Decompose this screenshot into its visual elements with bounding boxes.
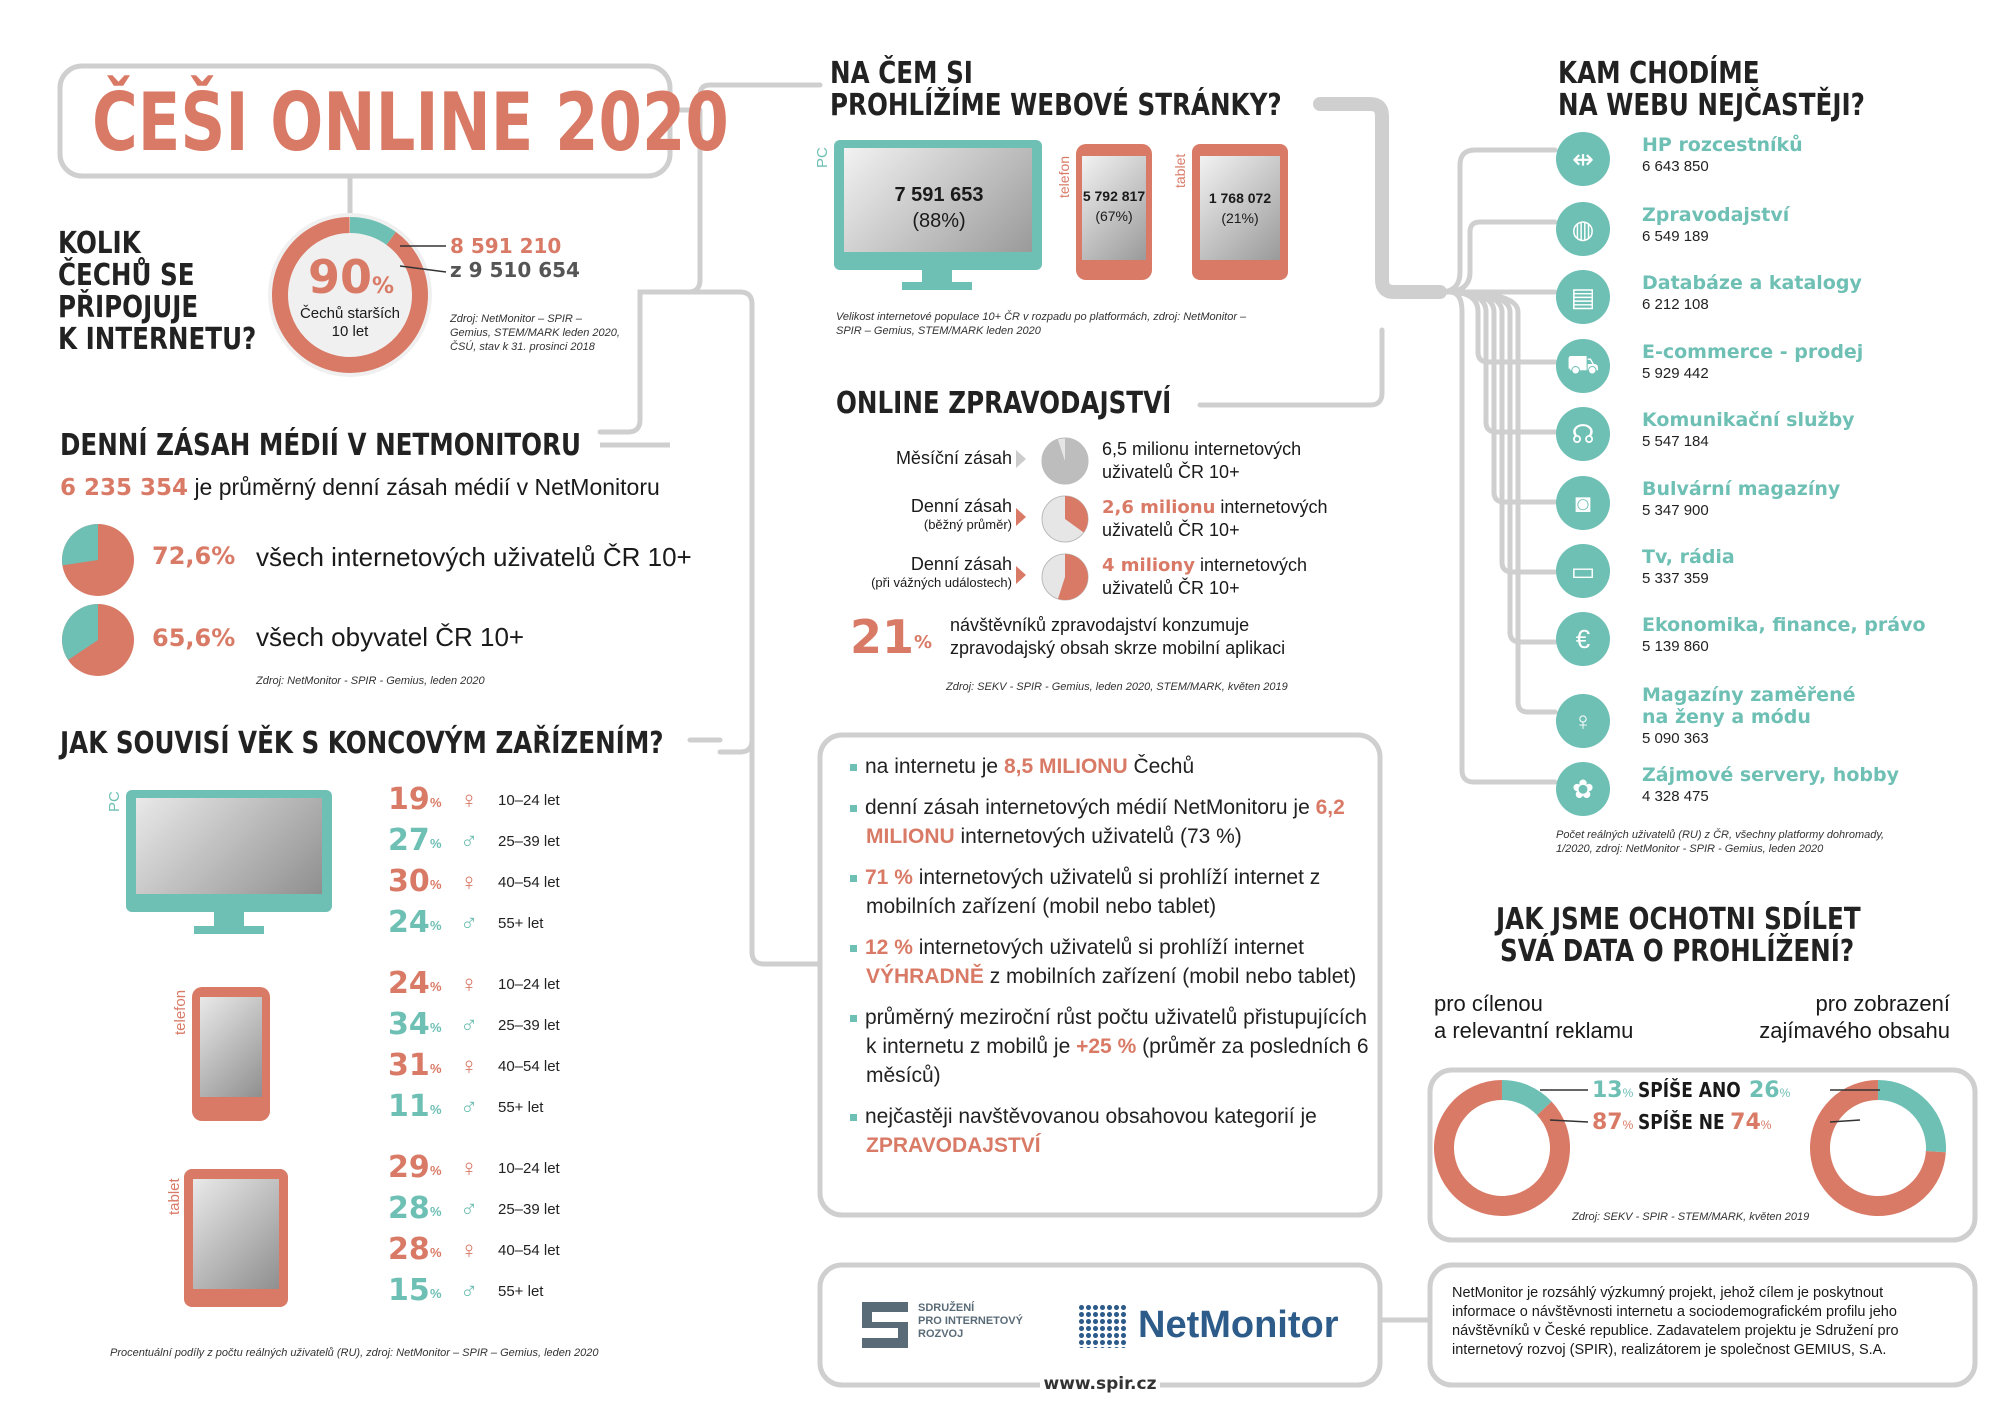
fact-item: průměrný meziroční růst počtu uživatelů přistupujících k internetu z mobilů je +25 % (průměr za posledních 6 měsíců) xyxy=(850,1003,1370,1090)
age-row-label: 40–54 let xyxy=(498,874,560,891)
category-item xyxy=(1556,544,1976,608)
source-line: Velikost internetové populace 10+ ČR v rozpadu po platformách, zdroj: NetMonitor – xyxy=(836,311,1247,323)
sharing-label-line: a relevantní reklamu xyxy=(1434,1018,1634,1043)
category-item xyxy=(1556,339,1976,403)
pct-sign: % xyxy=(430,1102,442,1117)
daily-average xyxy=(60,474,660,501)
connect-source xyxy=(450,312,620,354)
bullet-icon xyxy=(850,1015,857,1022)
spir-logo-line: PRO INTERNETOVÝ xyxy=(918,1315,1023,1327)
spir-logo-line: ROZVOJ xyxy=(918,1328,964,1340)
platform-pc-value: 7 591 653 xyxy=(894,184,984,206)
netmonitor-logo-text: NetMonitor xyxy=(1138,1304,1339,1346)
news-rows xyxy=(820,436,1380,606)
age-row-label: 40–54 let xyxy=(498,1242,560,1259)
stamp-icon: ✿ xyxy=(1556,762,1610,816)
globe-icon: ◍ xyxy=(1556,202,1610,256)
pct-sign: % xyxy=(430,1061,442,1076)
pct-sign: % xyxy=(430,1286,442,1301)
category-value: 6 549 189 xyxy=(1642,228,1709,245)
sharing-left-label xyxy=(1434,990,1633,1044)
sharing-right-yes: 26 xyxy=(1748,1078,1780,1103)
tablet-icon xyxy=(184,1169,288,1307)
arrow-icon xyxy=(1016,508,1026,526)
age-row-label: 55+ let xyxy=(498,915,544,932)
daily-average-text: je průměrný denní zásah médií v NetMonitoru xyxy=(194,474,660,500)
category-item xyxy=(1556,270,1976,334)
fact-item: 71 % internetových uživatelů si prohlíží internet z mobilních zařízení (mobil nebo tablet) xyxy=(850,863,1370,921)
age-rows xyxy=(388,783,628,1323)
category-item xyxy=(1556,132,1976,196)
camera-icon: ◙ xyxy=(1556,476,1610,530)
pct-sign: % xyxy=(430,1020,442,1035)
age-row xyxy=(388,1151,628,1191)
connect-heading-line: PŘIPOJUJE xyxy=(58,290,199,325)
pct-sign: % xyxy=(430,918,442,933)
bullet-icon xyxy=(850,805,857,812)
spir-url[interactable]: www.spir.cz xyxy=(1040,1374,1160,1394)
page-title: ČEŠI ONLINE 2020 xyxy=(92,76,729,169)
connect-caption-line: 10 let xyxy=(331,323,369,340)
age-row xyxy=(388,1049,628,1089)
about-line: návštěvníků v České republice. Zadavatelem projektu je Sdružení pro xyxy=(1452,1323,1899,1339)
person-teal-icon: ♂ xyxy=(460,1196,478,1223)
device-label: tablet xyxy=(166,1178,183,1215)
sharing-right-no: 74 xyxy=(1730,1110,1761,1135)
facts-list xyxy=(850,752,1370,1172)
tv-icon: ▭ xyxy=(1556,544,1610,598)
arrow-icon xyxy=(1016,566,1026,584)
platform-phone-label: telefon xyxy=(1056,155,1072,198)
age-row-pct: 15 xyxy=(388,1273,430,1308)
news-row-label: Měsíční zásah xyxy=(895,448,1012,468)
daily-source: Zdroj: NetMonitor - SPIR - Gemius, leden 2020 xyxy=(256,675,485,687)
age-row xyxy=(388,1233,628,1273)
sharing-no-label: SPÍŠE NE xyxy=(1637,1110,1725,1134)
connect-caption-line: Čechů starších xyxy=(299,305,401,322)
age-source: Procentuální podíly z počtu reálných uživatelů (RU), zdroj: NetMonitor – SPIR – Gemius, leden 2020 xyxy=(110,1347,599,1359)
age-row-label: 25–39 let xyxy=(498,833,560,850)
age-row-pct: 30 xyxy=(388,864,430,899)
category-title: Komunikační služby xyxy=(1642,409,1855,431)
category-value: 4 328 475 xyxy=(1642,788,1709,805)
platforms-heading-line: PROHLÍŽÍME WEBOVÉ STRÁNKY? xyxy=(830,88,1282,123)
age-row xyxy=(388,906,628,946)
device-label: telefon xyxy=(172,989,189,1035)
age-row-pct: 27 xyxy=(388,823,430,858)
pct-sign: % xyxy=(430,1204,442,1219)
platform-pc-pct: (88%) xyxy=(912,210,966,232)
age-row-label: 10–24 let xyxy=(498,976,560,993)
category-value: 5 547 184 xyxy=(1642,433,1709,450)
news-mobile-line: zpravodajský obsah skrze mobilní aplikaci xyxy=(950,638,1286,658)
category-value: 5 347 900 xyxy=(1642,502,1709,519)
category-item xyxy=(1556,762,1976,826)
book-icon: ▤ xyxy=(1556,270,1610,324)
person-teal-icon: ♂ xyxy=(460,828,478,855)
news-row-text: 4 miliony internetových uživatelů ČR 10+ xyxy=(1102,555,1308,598)
about-line: NetMonitor je rozsáhlý výzkumný projekt, jehož cílem je poskytnout xyxy=(1452,1285,1884,1301)
pct-sign: % xyxy=(430,836,442,851)
bullet-icon xyxy=(850,875,857,882)
source-line: Počet reálných uživatelů (RU) z ČR, všechny platformy dohromady, xyxy=(1556,829,1885,841)
age-row xyxy=(388,865,628,905)
category-item xyxy=(1556,476,1976,540)
age-row-label: 55+ let xyxy=(498,1099,544,1116)
age-row-label: 40–54 let xyxy=(498,1058,560,1075)
netmonitor-logo xyxy=(1078,1298,1358,1358)
category-item xyxy=(1556,682,1976,746)
age-row-label: 25–39 let xyxy=(498,1017,560,1034)
age-row-label: 55+ let xyxy=(498,1283,544,1300)
category-title: Zájmové servery, hobby xyxy=(1642,764,1899,786)
platform-phone-pct: (67%) xyxy=(1095,208,1133,224)
age-row xyxy=(388,1090,628,1130)
daily-row-label: všech obyvatel ČR 10+ xyxy=(256,622,525,652)
person-red-icon: ♀ xyxy=(460,787,478,814)
currency-icon: € xyxy=(1556,612,1610,666)
age-device-tablet xyxy=(160,1165,300,1315)
news-row-sub: (běžný průměr) xyxy=(923,517,1012,532)
news-pie xyxy=(1040,552,1090,602)
age-row-label: 10–24 let xyxy=(498,1160,560,1177)
person-red-icon: ♀ xyxy=(460,869,478,896)
daily-row xyxy=(60,602,760,678)
category-value: 5 337 359 xyxy=(1642,570,1709,587)
platform-tablet xyxy=(1168,140,1288,290)
news-source: Zdroj: SEKV - SPIR - Gemius, leden 2020, STEM/MARK, květen 2019 xyxy=(946,681,1288,693)
age-device-phone xyxy=(170,975,290,1135)
pct-sign: % xyxy=(1760,1118,1772,1132)
platform-pc-label: PC xyxy=(814,147,831,168)
pct-sign: % xyxy=(430,979,442,994)
category-title: Databáze a katalogy xyxy=(1642,272,1862,294)
about-line: informace o návštěvnosti internetu a sociodemografickém profilu jeho xyxy=(1452,1304,1897,1320)
connect-heading-line: K INTERNETU? xyxy=(58,322,257,357)
daily-row-pct: 72,6% xyxy=(152,542,236,570)
news-heading: ONLINE ZPRAVODAJSTVÍ xyxy=(836,386,1172,421)
category-title: Zpravodajství xyxy=(1642,204,1790,226)
connect-percent xyxy=(296,250,406,304)
person-red-icon: ♀ xyxy=(460,1237,478,1264)
age-row xyxy=(388,783,628,823)
categories-source xyxy=(1556,828,1884,856)
pie-share-slice xyxy=(1042,438,1088,484)
category-title: Ekonomika, finance, právo xyxy=(1642,614,1926,636)
platform-tablet-label: tablet xyxy=(1172,153,1188,188)
daily-row-label: všech internetových uživatelů ČR 10+ xyxy=(256,542,692,572)
category-title: Bulvární magazíny xyxy=(1642,478,1841,500)
bullet-icon xyxy=(850,945,857,952)
sharing-heading xyxy=(1496,904,1941,968)
spir-logo-line: SDRUŽENÍ xyxy=(918,1302,975,1314)
connect-count: 8 591 210 xyxy=(450,234,562,258)
pc-monitor-icon xyxy=(126,790,332,912)
categories-heading xyxy=(1558,58,1932,122)
age-row-label: 25–39 let xyxy=(498,1201,560,1218)
age-device-pc xyxy=(106,790,350,960)
pct-sign: % xyxy=(430,795,442,810)
category-value: 5 139 860 xyxy=(1642,638,1709,655)
person-red-icon: ♀ xyxy=(460,1053,478,1080)
news-row xyxy=(820,436,1380,492)
pct-sign: % xyxy=(1622,1118,1634,1132)
news-pie xyxy=(1040,436,1090,486)
pct-sign: % xyxy=(430,1245,442,1260)
news-row xyxy=(820,552,1380,608)
news-row-sub: (při vážných událostech) xyxy=(871,575,1012,590)
person-red-icon: ♀ xyxy=(460,1155,478,1182)
connect-of-total: z 9 510 654 xyxy=(450,258,580,282)
age-row-pct: 19 xyxy=(388,782,430,817)
sharing-heading-line: JAK JSME OCHOTNI SDÍLET xyxy=(1496,902,1861,937)
age-row-pct: 28 xyxy=(388,1191,430,1226)
woman-icon: ♀ xyxy=(1556,694,1610,748)
spir-logo-icon xyxy=(862,1302,908,1348)
connect-heading-line: KOLIK xyxy=(58,226,141,261)
category-title: Tv, rádia xyxy=(1642,546,1735,568)
sharing-label-line: pro zobrazení xyxy=(1815,991,1950,1016)
pie-rest-slice xyxy=(62,524,98,565)
connect-percent-value: 90 xyxy=(307,250,372,304)
categories-list xyxy=(1556,132,1976,812)
news-row-label: Denní zásah (při vážných událostech) xyxy=(871,554,1012,590)
faces-icon: ☊ xyxy=(1556,407,1610,461)
daily-pie xyxy=(60,602,136,678)
phone-icon xyxy=(192,987,270,1121)
age-row xyxy=(388,1008,628,1048)
person-teal-icon: ♂ xyxy=(460,1012,478,1039)
category-title: HP rozcestníků xyxy=(1642,134,1803,156)
categories-heading-line: NA WEBU NEJČASTĚJI? xyxy=(1558,88,1865,123)
source-line: Zdroj: NetMonitor – SPIR – xyxy=(450,313,583,325)
news-mobile xyxy=(850,610,1370,674)
age-row-pct: 11 xyxy=(388,1089,430,1124)
connect-percent-sign: % xyxy=(371,274,395,299)
daily-heading: DENNÍ ZÁSAH MÉDIÍ V NETMONITORU xyxy=(60,428,582,463)
source-line: Gemius, STEM/MARK leden 2020, xyxy=(450,327,620,339)
source-line: SPIR – Gemius, STEM/MARK leden 2020 xyxy=(836,325,1041,337)
category-value: 5 090 363 xyxy=(1642,730,1709,747)
sharing-left-yes: 13 xyxy=(1592,1078,1623,1103)
sharing-no-row xyxy=(1592,1110,1842,1135)
news-mobile-pct: 21 xyxy=(850,610,915,664)
categories-heading-line: KAM CHODÍME xyxy=(1558,56,1760,91)
connect-heading xyxy=(58,228,300,356)
sharing-source: Zdroj: SEKV - SPIR - STEM/MARK, květen 2019 xyxy=(1572,1211,1810,1223)
platform-tablet-pct: (21%) xyxy=(1221,210,1259,226)
spir-logo xyxy=(862,1300,1042,1360)
news-row-text: 2,6 milionu internetových uživatelů ČR 10+ xyxy=(1102,497,1328,540)
news-mobile-text xyxy=(950,614,1285,660)
connect-leader-lines xyxy=(400,240,450,280)
sharing-yes-row xyxy=(1592,1078,1842,1103)
age-row xyxy=(388,1192,628,1232)
source-line: ČSÚ, stav k 31. prosinci 2018 xyxy=(450,341,595,353)
about-text xyxy=(1452,1284,1899,1360)
fact-item: denní zásah internetových médií NetMonitoru je 6,2 MILIONU internetových uživatelů (73 %) xyxy=(850,793,1370,851)
fact-item: na internetu je 8,5 MILIONU Čechů xyxy=(850,752,1370,781)
age-row-label: 10–24 let xyxy=(498,792,560,809)
news-mobile-pct-sign: % xyxy=(914,632,933,653)
person-red-icon: ♀ xyxy=(460,971,478,998)
fact-item: 12 % internetových uživatelů si prohlíží internet VÝHRADNĚ z mobilních zařízení (mobil nebo tablet) xyxy=(850,933,1370,991)
age-row xyxy=(388,824,628,864)
age-row-pct: 29 xyxy=(388,1150,430,1185)
news-pie xyxy=(1040,494,1090,544)
daily-row-pct: 65,6% xyxy=(152,624,236,652)
daily-row xyxy=(60,522,760,598)
pct-sign: % xyxy=(430,1163,442,1178)
age-row-pct: 28 xyxy=(388,1232,430,1267)
connect-heading-line: ČECHŮ SE xyxy=(58,258,195,293)
age-row xyxy=(388,967,628,1007)
device-label: PC xyxy=(106,791,123,812)
cart-icon: ⛟ xyxy=(1556,339,1610,393)
category-title: E-commerce - prodej xyxy=(1642,341,1864,363)
pct-sign: % xyxy=(1779,1086,1791,1100)
about-line: internetový rozvoj (SPIR), realizátorem je společnost GEMIUS, S.A. xyxy=(1452,1342,1887,1358)
source-line: 1/2020, zdroj: NetMonitor - SPIR - Gemius, leden 2020 xyxy=(1556,843,1824,855)
category-value: 5 929 442 xyxy=(1642,365,1709,382)
arrow-icon xyxy=(1016,450,1026,468)
category-value: 6 643 850 xyxy=(1642,158,1709,175)
sharing-right-label xyxy=(1700,990,1950,1044)
person-teal-icon: ♂ xyxy=(460,1278,478,1305)
platform-pc xyxy=(814,140,1048,300)
sharing-left-no: 87 xyxy=(1592,1110,1623,1135)
platform-phone xyxy=(1056,136,1156,286)
connect-caption xyxy=(290,305,410,341)
category-item xyxy=(1556,202,1976,266)
platform-tablet-value: 1 768 072 xyxy=(1208,190,1272,206)
age-row xyxy=(388,1274,628,1314)
age-row-pct: 24 xyxy=(388,905,430,940)
bullet-icon xyxy=(850,764,857,771)
age-heading: JAK SOUVISÍ VĚK S KONCOVÝM ZAŘÍZENÍM? xyxy=(60,726,664,761)
sharing-yes-label: SPÍŠE ANO xyxy=(1637,1078,1741,1102)
platform-phone-value: 5 792 817 xyxy=(1082,188,1146,204)
person-teal-icon: ♂ xyxy=(460,910,478,937)
news-row-text: 6,5 milionu internetových uživatelů ČR 10+ xyxy=(1102,439,1302,482)
person-teal-icon: ♂ xyxy=(460,1094,478,1121)
category-title: Magazíny zaměřené na ženy a módu xyxy=(1642,684,1856,728)
fact-item: nejčastěji navštěvovanou obsahovou kategorií je ZPRAVODAJSTVÍ xyxy=(850,1102,1370,1160)
category-value: 6 212 108 xyxy=(1642,296,1709,313)
netmonitor-dots-icon xyxy=(1078,1304,1128,1348)
platforms-heading xyxy=(830,58,1381,122)
platforms-source xyxy=(836,310,1246,338)
sharing-label-line: zajímavého obsahu xyxy=(1759,1018,1950,1043)
daily-average-number: 6 235 354 xyxy=(60,475,189,501)
sharing-label-line: pro cílenou xyxy=(1434,991,1543,1016)
age-row-pct: 34 xyxy=(388,1007,430,1042)
category-item xyxy=(1556,407,1976,471)
bullet-icon xyxy=(850,1114,857,1121)
pct-sign: % xyxy=(1622,1086,1634,1100)
news-row-label: Denní zásah (běžný průměr) xyxy=(910,496,1012,532)
age-row-pct: 24 xyxy=(388,966,430,1001)
platforms-heading-line: NA ČEM SI xyxy=(830,56,973,91)
daily-heading-line xyxy=(600,440,670,450)
pct-sign: % xyxy=(430,877,442,892)
news-row xyxy=(820,494,1380,550)
sharing-heading-line: SVÁ DATA O PROHLÍŽENÍ? xyxy=(1500,934,1855,969)
category-item xyxy=(1556,612,1976,676)
daily-pie xyxy=(60,522,136,598)
signpost-icon: ⇹ xyxy=(1556,132,1610,186)
news-mobile-line: návštěvníků zpravodajství konzumuje xyxy=(950,615,1250,635)
age-row-pct: 31 xyxy=(388,1048,430,1083)
